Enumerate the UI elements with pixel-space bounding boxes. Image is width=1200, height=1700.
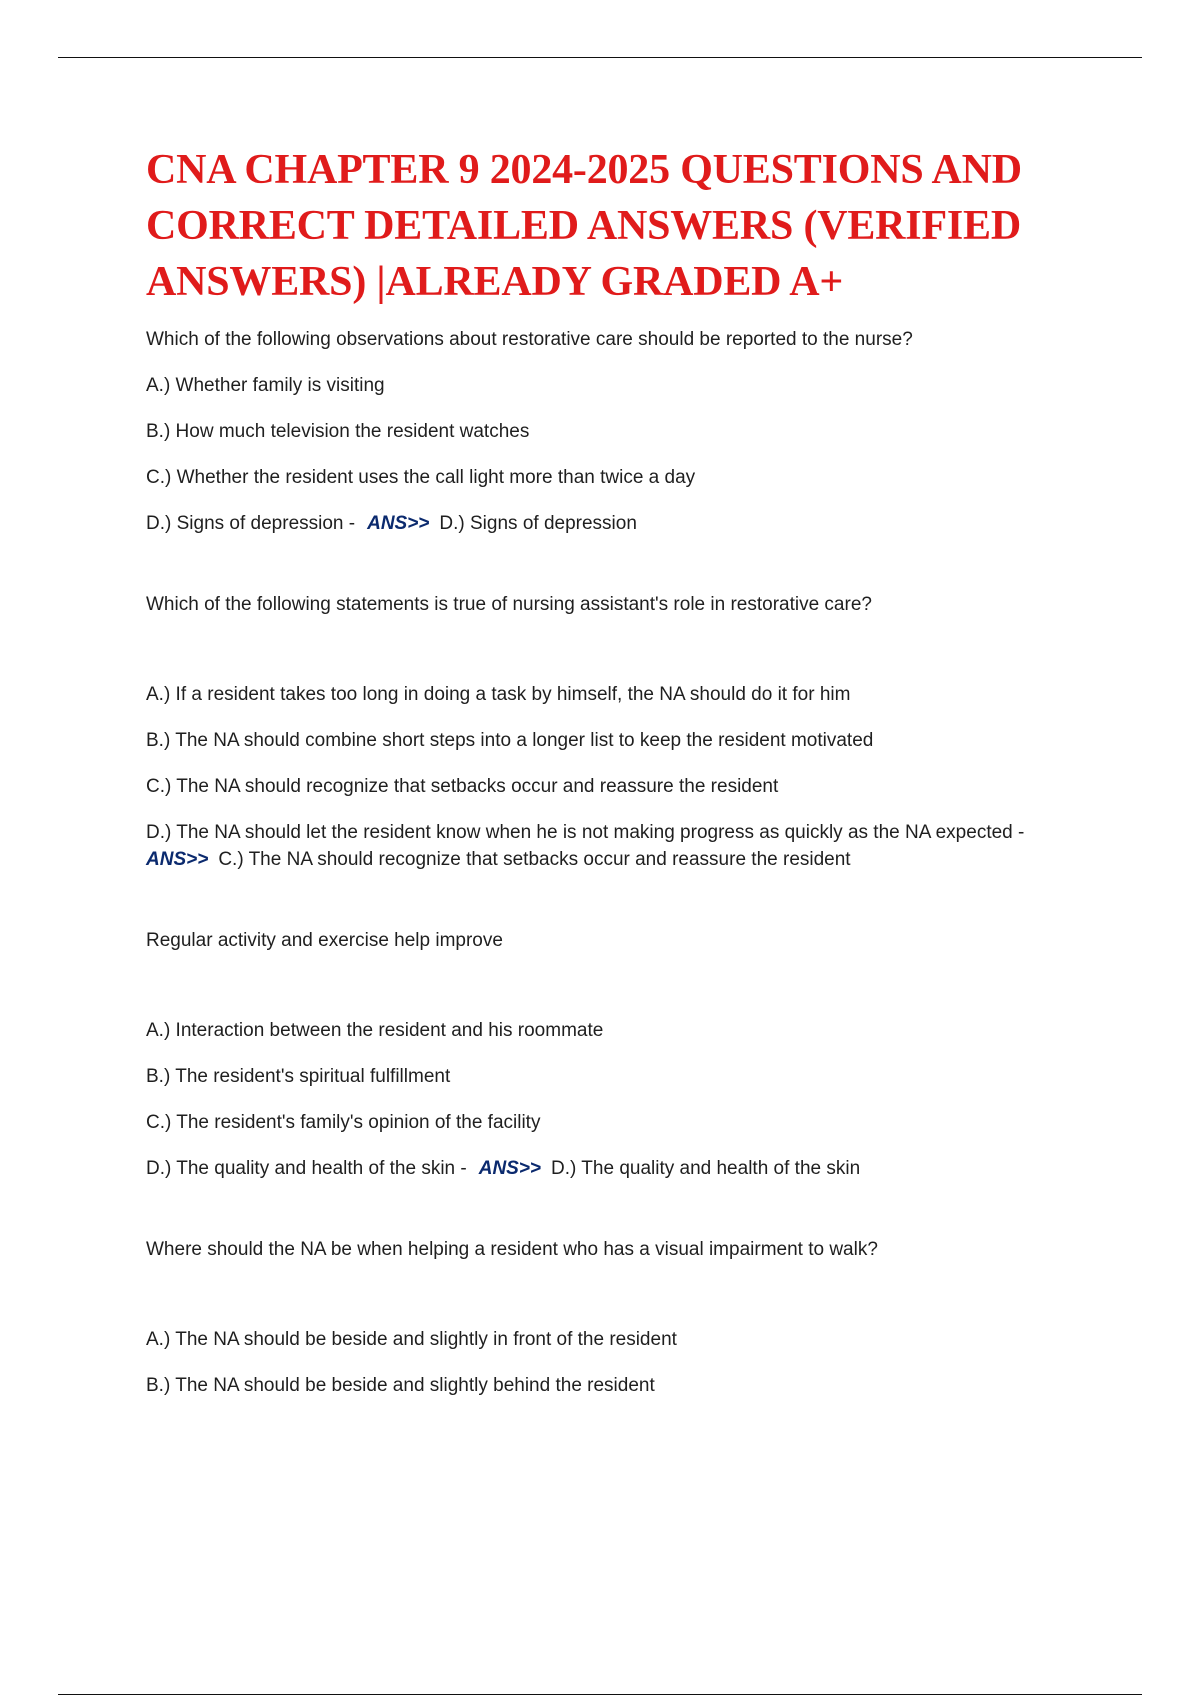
answer-option-text: D.) The NA should let the resident know when he is not making progress as quickly as the NA expected - <box>146 822 1025 843</box>
answer-option-with-key <box>146 1155 1086 1182</box>
footer-rule <box>58 1694 1142 1695</box>
answer-option: B.) The resident's spiritual fulfillment <box>146 1066 451 1087</box>
answer-option-with-key <box>146 819 1086 873</box>
answer-option-with-key <box>146 510 1086 537</box>
correct-answer: D.) Signs of depression <box>439 513 637 534</box>
answer-marker: ANS>> <box>367 513 430 534</box>
answer-option: C.) The NA should recognize that setbacks occur and reassure the resident <box>146 776 779 797</box>
header-rule <box>58 57 1142 58</box>
answer-marker: ANS>> <box>146 849 209 870</box>
document-body <box>146 326 1086 1453</box>
question-block <box>146 591 1086 873</box>
answer-option: C.) Whether the resident uses the call light more than twice a day <box>146 467 696 488</box>
question-prompt: Which of the following observations about restorative care should be reported to the nurse? <box>146 329 913 350</box>
question-block <box>146 326 1086 537</box>
answer-option: A.) Whether family is visiting <box>146 375 385 396</box>
answer-option: C.) The resident's family's opinion of the facility <box>146 1112 541 1133</box>
answer-marker: ANS>> <box>478 1158 542 1179</box>
answer-option: B.) The NA should combine short steps into a longer list to keep the resident motivated <box>146 730 874 751</box>
question-block <box>146 927 1086 1182</box>
question-prompt: Regular activity and exercise help improve <box>146 930 503 951</box>
answer-option: B.) The NA should be beside and slightly behind the resident <box>146 1375 655 1396</box>
question-prompt: Where should the NA be when helping a resident who has a visual impairment to walk? <box>146 1239 878 1260</box>
correct-answer: D.) The quality and health of the skin <box>551 1158 861 1179</box>
answer-option: B.) How much television the resident watches <box>146 421 530 442</box>
answer-option-text: D.) The quality and health of the skin - <box>146 1158 467 1179</box>
answer-option: A.) The NA should be beside and slightly in front of the resident <box>146 1329 677 1350</box>
answer-option-text: D.) Signs of depression - <box>146 513 356 534</box>
answer-option: A.) Interaction between the resident and his roommate <box>146 1020 604 1041</box>
question-block <box>146 1236 1086 1399</box>
question-prompt: Which of the following statements is true of nursing assistant's role in restorative care? <box>146 594 872 615</box>
document-title: CNA CHAPTER 9 2024-2025 QUESTIONS AND CORRECT DETAILED ANSWERS (VERIFIED ANSWERS) |ALREADY GRADED A+ <box>146 147 1022 305</box>
answer-option: A.) If a resident takes too long in doing a task by himself, the NA should do it for him <box>146 684 851 705</box>
correct-answer: C.) The NA should recognize that setbacks occur and reassure the resident <box>218 849 851 870</box>
